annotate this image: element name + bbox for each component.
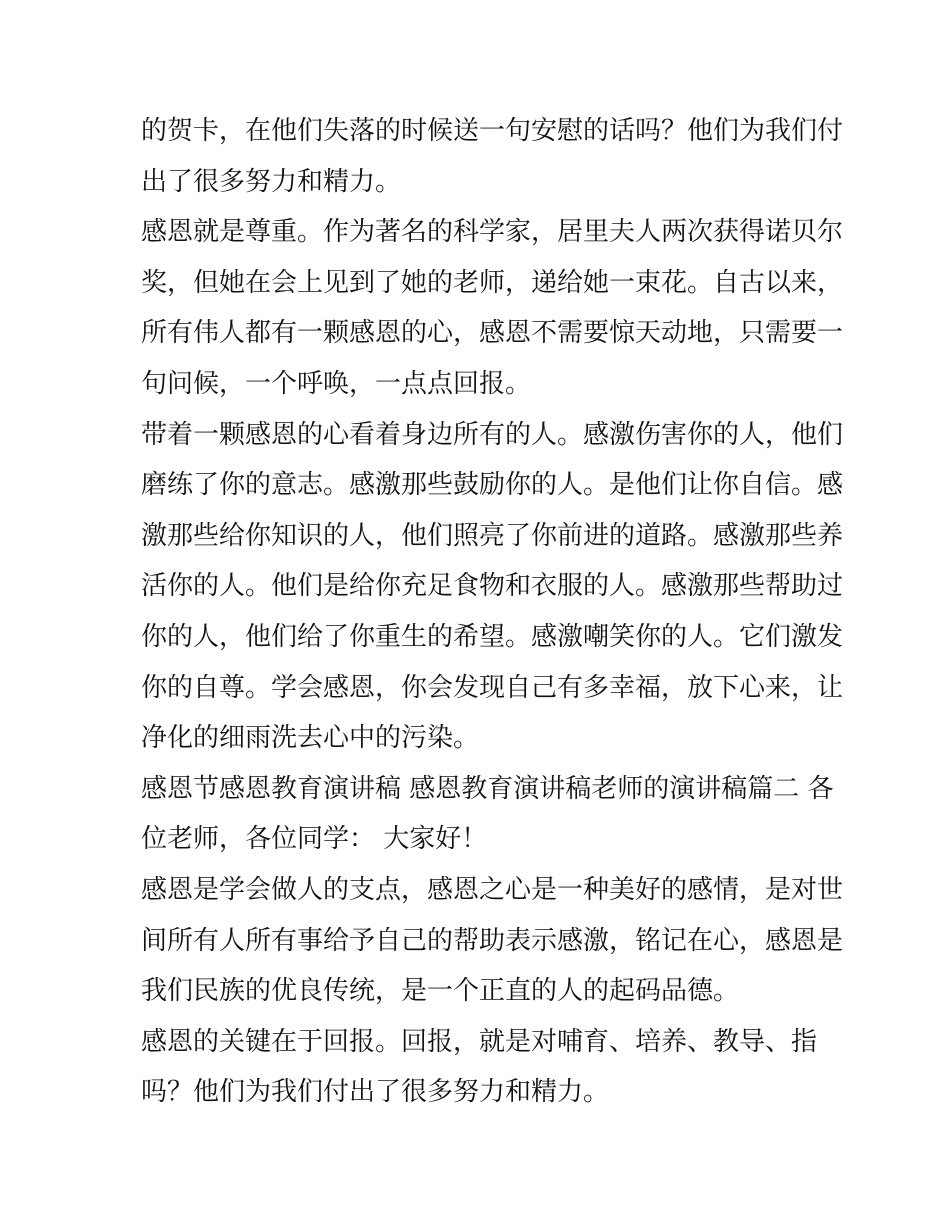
text-line: 吗？他们为我们付出了很多努力和精力。 <box>141 1077 610 1108</box>
text-line: 活你的人。他们是给你充足食物和衣服的人。感激那些帮助过 <box>141 571 844 602</box>
text-line: 你的人，他们给了你重生的希望。感激嘲笑你的人。它们激发 <box>141 621 844 652</box>
text-line: 间所有人所有事给予自己的帮助表示感激，铭记在心，感恩是 <box>141 925 844 956</box>
text-line: 感恩节感恩教育演讲稿 感恩教育演讲稿老师的演讲稿篇二 各 <box>141 773 834 804</box>
text-line: 句问候，一个呼唤，一点点回报。 <box>141 368 532 399</box>
text-line: 磨练了你的意志。感激那些鼓励你的人。是他们让你自信。感 <box>141 470 844 501</box>
text-line: 位老师，各位同学： 大家好！ <box>141 824 488 855</box>
paragraph-1 <box>141 106 844 207</box>
text-line: 净化的细雨洗去心中的污染。 <box>141 723 480 754</box>
text-line: 感恩是学会做人的支点，感恩之心是一种美好的感情，是对世 <box>141 874 844 905</box>
paragraph-2 <box>141 207 844 409</box>
text-line: 激那些给你知识的人，他们照亮了你前进的道路。感激那些养 <box>141 520 844 551</box>
text-line: 奖，但她在会上见到了她的老师，递给她一束花。自古以来， <box>141 267 844 298</box>
text-line: 感恩就是尊重。作为著名的科学家，居里夫人两次获得诺贝尔 <box>141 217 844 248</box>
paragraph-6 <box>141 1017 821 1118</box>
text-line: 的贺卡，在他们失落的时候送一句安慰的话吗？他们为我们付 <box>141 116 844 146</box>
paragraph-3 <box>141 410 844 764</box>
text-line: 出了很多努力和精力。 <box>141 166 402 197</box>
text-line: 所有伟人都有一颗感恩的心，感恩不需要惊天动地，只需要一 <box>141 318 844 349</box>
document-body <box>141 106 844 1118</box>
text-line: 我们民族的优良传统，是一个正直的人的起码品德。 <box>141 976 740 1007</box>
paragraph-4-heading <box>141 764 834 865</box>
text-line: 感恩的关键在于回报。回报，就是对哺育、培养、教导、指 <box>141 1026 818 1057</box>
text-line: 你的自尊。学会感恩，你会发现自己有多幸福，放下心来，让 <box>141 672 844 703</box>
paragraph-5 <box>141 865 844 1017</box>
text-line: 带着一颗感恩的心看着身边所有的人。感激伤害你的人，他们 <box>141 419 844 450</box>
